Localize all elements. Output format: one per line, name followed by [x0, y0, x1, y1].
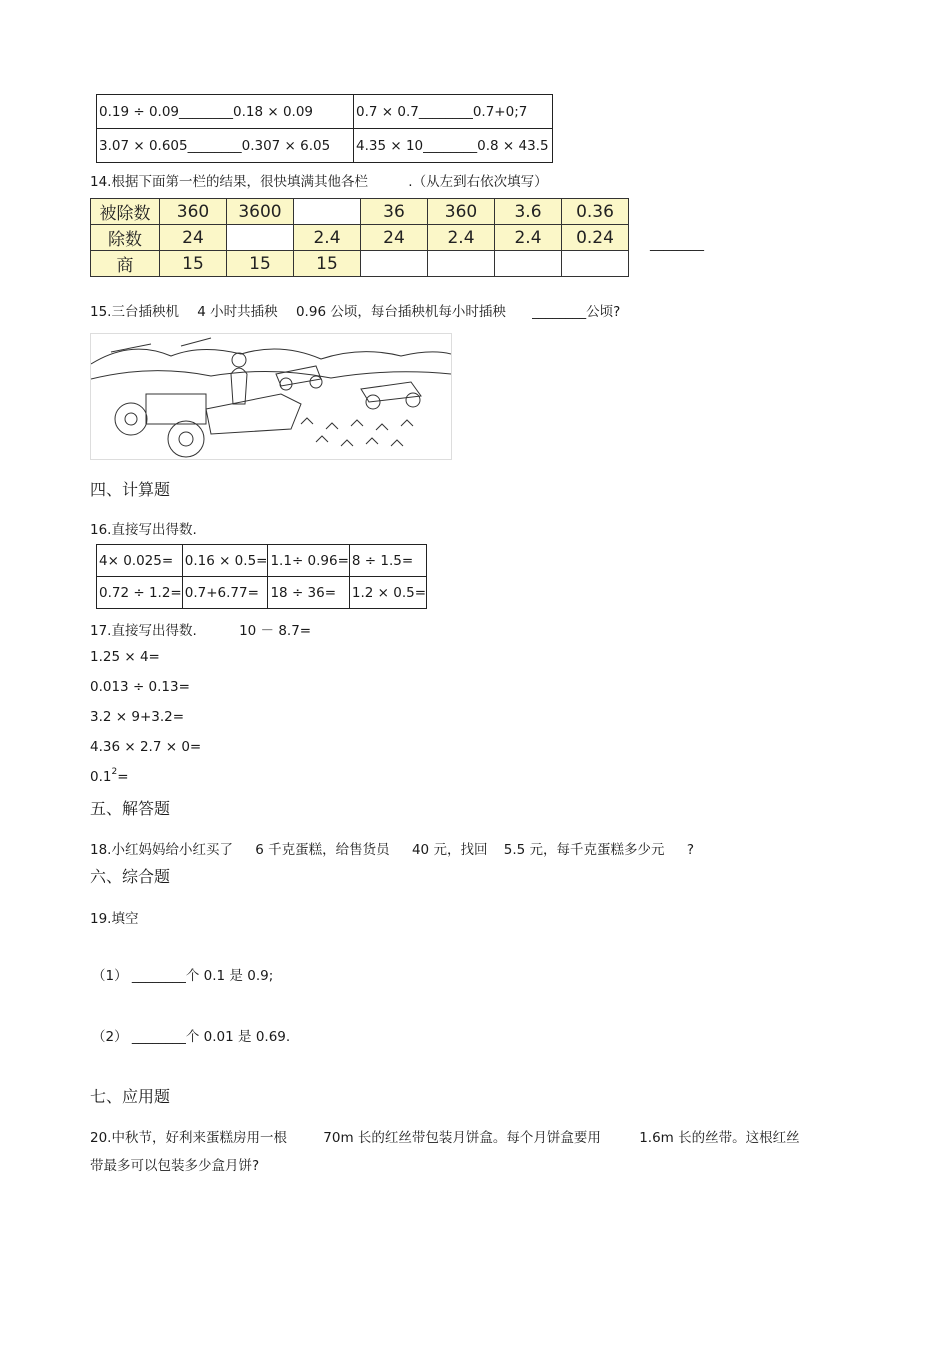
fill-item-2[interactable]: （2） ________个 0.01 是 0.69.	[92, 1029, 291, 1045]
table-row	[97, 577, 427, 609]
exponent: 2	[111, 767, 118, 777]
expression-base: 0.1	[90, 769, 112, 785]
table-cell: 24	[361, 225, 428, 251]
table-cell: 4.35 × 10________0.8 × 43.5	[354, 129, 553, 163]
table-cell: 3.6	[495, 199, 562, 225]
table-cell: 1.1÷ 0.96=	[268, 545, 349, 577]
question-text: 70m 长的红丝带包装月饼盒。每个月饼盒要用	[323, 1130, 601, 1146]
table-cell: 18 ÷ 36=	[268, 577, 349, 609]
table-cell: 3.07 × 0.605________0.307 ⨯ 6.05	[97, 129, 354, 163]
table-cell: 15	[294, 251, 361, 277]
expression: 3.2 × 9+3.2=	[90, 709, 185, 725]
question-17	[90, 619, 311, 639]
table-cell: 0.16 × 0.5=	[182, 545, 268, 577]
table-cell: 0.7 × 0.7________0.7+0;7	[354, 95, 553, 129]
question-text: ?	[686, 842, 694, 858]
table-cell: 15	[160, 251, 227, 277]
table-cell: 15	[227, 251, 294, 277]
calc-table	[96, 544, 427, 609]
table-cell-blank[interactable]	[562, 251, 629, 277]
answer-blank[interactable]: ________	[650, 236, 704, 252]
expression	[90, 769, 129, 785]
question-19: 19.填空	[90, 911, 139, 927]
table-cell-blank[interactable]	[227, 225, 294, 251]
question-16: 16.直接写出得数.	[90, 522, 197, 538]
question-text: 17.直接写出得数.	[90, 623, 197, 639]
question-text: 带最多可以包装多少盒月饼?	[90, 1158, 260, 1174]
expression-eq: =	[117, 769, 129, 785]
table-row	[97, 129, 553, 163]
question-text: 6 千克蛋糕，给售货员	[255, 842, 390, 858]
question-18	[90, 838, 694, 858]
table-cell: 0.72 ÷ 1.2=	[97, 577, 183, 609]
row-label: 商	[91, 251, 160, 277]
fill-item-1[interactable]: （1） ________个 0.1 是 0.9;	[92, 968, 274, 984]
table-cell: 0.24	[562, 225, 629, 251]
comparison-table	[96, 94, 553, 163]
question-text: 5.5 元，每千克蛋糕多少元	[503, 842, 665, 858]
question-hint: .（从左到右依次填写）	[408, 174, 548, 190]
expression: 4.36 × 2.7 × 0=	[90, 739, 202, 755]
row-label: 被除数	[91, 199, 160, 225]
question-15	[90, 300, 620, 320]
row-label: 除数	[91, 225, 160, 251]
table-cell: 3600	[227, 199, 294, 225]
question-text: 14.根据下面第一栏的结果，很快填满其他各栏	[90, 174, 368, 190]
table-cell: 4× 0.025=	[97, 545, 183, 577]
expression: 0.013 ÷ 0.13=	[90, 679, 190, 695]
question-text: 1.6m 长的丝带。这根红丝	[639, 1130, 800, 1146]
expression: 10 － 8.7=	[239, 623, 312, 639]
table-cell-blank[interactable]	[495, 251, 562, 277]
question-text: 0.96 公顷，每台插秧机每小时插秧	[295, 304, 506, 320]
table-row	[91, 199, 629, 225]
section-title: 五、解答题	[90, 799, 171, 818]
table-cell-blank[interactable]	[361, 251, 428, 277]
section-title: 六、综合题	[90, 867, 171, 886]
table-cell: 0.7+6.77=	[182, 577, 268, 609]
division-table	[90, 198, 629, 277]
question-text: 18.小红妈妈给小红买了	[90, 842, 233, 858]
question-14	[90, 170, 548, 190]
table-cell: 0.36	[562, 199, 629, 225]
table-cell: 360	[428, 199, 495, 225]
table-cell: 24	[160, 225, 227, 251]
section-title: 四、计算题	[90, 480, 171, 499]
table-cell: 2.4	[428, 225, 495, 251]
question-text: 20.中秋节，好利来蛋糕房用一根	[90, 1130, 287, 1146]
table-row	[97, 95, 553, 129]
table-cell: 2.4	[294, 225, 361, 251]
section-title: 七、应用题	[90, 1087, 171, 1106]
table-cell: 8 ÷ 1.5=	[349, 545, 426, 577]
question-text: 15.三台插秧机	[90, 304, 179, 320]
table-row	[91, 225, 629, 251]
table-cell: 0.19 ÷ 0.09________0.18 ⨯ 0.09	[97, 95, 354, 129]
table-cell: 2.4	[495, 225, 562, 251]
rice-transplanter-illustration	[90, 333, 452, 460]
question-text: 4 小时共插秧	[197, 304, 278, 320]
table-cell-blank[interactable]	[428, 251, 495, 277]
table-cell: 360	[160, 199, 227, 225]
farm-scene-drawing	[91, 334, 451, 459]
table-row	[91, 251, 629, 277]
table-cell: 36	[361, 199, 428, 225]
table-cell: 1.2 × 0.5=	[349, 577, 426, 609]
table-row	[97, 545, 427, 577]
question-text: 40 元，找回	[411, 842, 488, 858]
question-text: 公顷?	[586, 304, 621, 320]
question-20	[90, 1126, 800, 1146]
expression: 1.25 × 4=	[90, 649, 160, 665]
table-cell-blank[interactable]	[294, 199, 361, 225]
answer-blank[interactable]: ________	[532, 304, 587, 320]
